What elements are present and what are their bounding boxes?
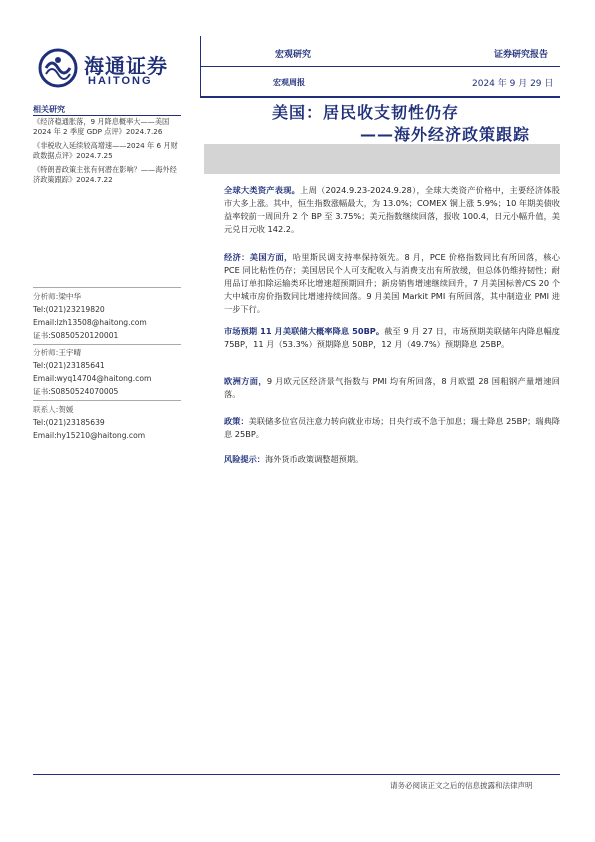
related-research-heading: 相关研究 — [33, 105, 65, 114]
contact-name: 联系人:贺媛 — [33, 405, 74, 414]
analyst-divider — [33, 344, 181, 345]
analyst-email[interactable]: Email:lzh13508@haitong.com — [33, 318, 147, 327]
contact-email[interactable]: Email:hy15210@haitong.com — [33, 431, 146, 440]
paragraph-policy: 政策：美联储多位官员注意力转向就业市场；日央行或不急于加息；瑞士降息 25BP；瑞典降息 25BP。 — [224, 416, 560, 439]
paragraph-risk: 风险提示：海外货币政策调整超预期。 — [224, 454, 364, 464]
analyst-name: 分析师:梁中华 — [33, 292, 82, 301]
paragraph-europe: 欧洲方面，9 月欧元区经济景气指数与 PMI 均有所回落，8 月欧盟 28 国粗钢产量增速回落。 — [224, 376, 560, 399]
analyst-email[interactable]: Email:wyq14704@haitong.com — [33, 374, 152, 383]
sidebar-rule — [33, 115, 181, 116]
contact-block — [33, 403, 183, 442]
page-subtitle: ——海外经济政策跟踪 — [360, 125, 531, 144]
page-title: 美国：居民收支韧性仍存 — [272, 103, 460, 122]
report-subcategory: 宏观周报 — [273, 78, 305, 87]
header-bottom-rule — [200, 96, 560, 98]
report-type: 证券研究报告 — [494, 50, 549, 60]
analyst-block — [33, 346, 183, 398]
related-research-item[interactable]: 《经济稳通胀落，9 月降息概率大——美国 2024 年 2 季度 GDP 点评》2024.7.26 — [33, 117, 170, 136]
contact-tel: Tel:(021)23185639 — [33, 418, 105, 427]
footer-disclaimer: 请务必阅读正文之后的信息披露和法律声明 — [390, 781, 533, 790]
summary-banner — [204, 144, 560, 174]
analyst-cert: 证书:S0850520120001 — [33, 331, 119, 340]
related-research-item[interactable]: 《特朗普政策主张有何潜在影响？——海外经济政策跟踪》2024.7.22 — [33, 165, 177, 184]
analyst-name: 分析师:王宇晴 — [33, 348, 82, 357]
header-divider — [200, 66, 560, 67]
haitong-logo-icon — [38, 48, 78, 88]
related-research-item[interactable]: 《非税收入延续较高增速——2024 年 6 月财政数据点评》2024.7.25 — [33, 141, 178, 160]
analyst-divider — [33, 287, 181, 288]
paragraph-market-expectation: 市场预期 11 月美联储大概率降息 50BP。截至 9 月 27 日，市场预期美联储年内降息幅度 75BP，11 月（53.3%）预期降息 50BP，12 月（49.7%）预期降息 25BP。 — [224, 326, 560, 349]
logo-cn-text: 海通证券 — [84, 54, 168, 78]
report-date: 2024 年 9 月 29 日 — [472, 79, 554, 89]
analyst-divider — [33, 400, 181, 401]
paragraph-economy: 经济：美国方面，哈里斯民调支持率保持领先。8 月，PCE 价格指数同比有所回落，核心 PCE 同比粘性仍存；美国居民个人可支配收入与消费支出有所放缓，但总体仍维持韧性；耐用品订单扣除运输类环比增速超预期回升；新房销售增速继续回升，7 月美国标普/CS 20 个大中城市房价指数同比增速持续回落。9 月美国 Markit PMI 有所回落，其中制造业 PMI 进一步下行。 — [224, 252, 560, 314]
footer-rule — [33, 774, 560, 775]
analyst-tel: Tel:(021)23185641 — [33, 361, 105, 370]
report-category: 宏观研究 — [275, 50, 312, 60]
analyst-tel: Tel:(021)23219820 — [33, 305, 105, 314]
logo-en-text: HAITONG — [88, 75, 153, 87]
paragraph-asset-performance: 全球大类资产表现。上周（2024.9.23-2024.9.28），全球大类资产价格中，主要经济体股市大多上涨。其中，恒生指数涨幅最大，为 13.0%；COMEX 铜上涨 5.9%；10 年期美债收益率较前一周回升 2 个 BP 至 3.75%；美元指数继续回落，报收 100.4，日元小幅升值，美元兑日元收 142.2。 — [224, 185, 560, 234]
analyst-block — [33, 290, 183, 342]
company-logo — [38, 48, 188, 92]
analyst-cert: 证书:S0850524070005 — [33, 387, 119, 396]
